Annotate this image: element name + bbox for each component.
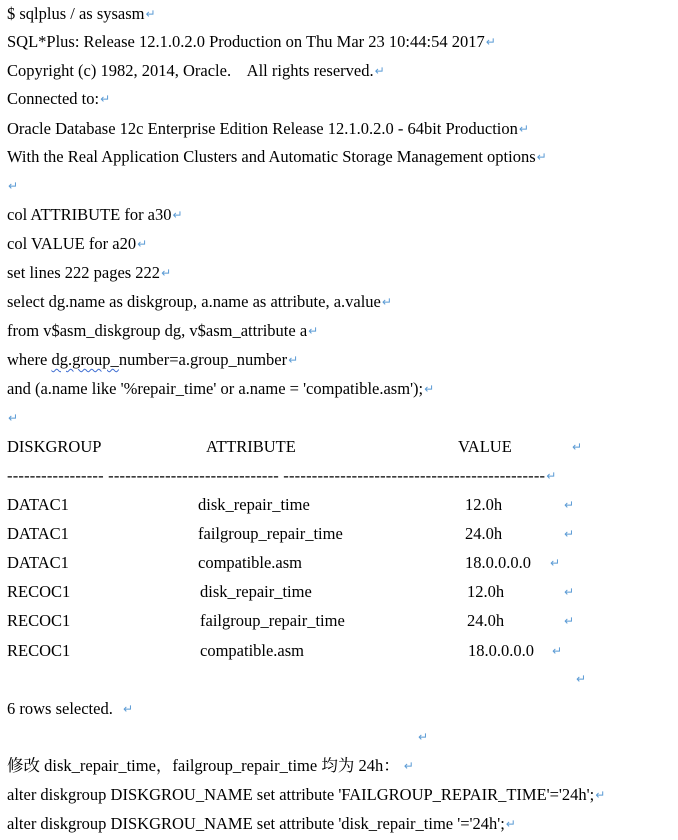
cell-attribute: disk_repair_time: [200, 582, 312, 601]
doc-line: col VALUE for a20↵: [7, 234, 148, 253]
paragraph-mark-icon: ↵: [403, 759, 414, 773]
paragraph-mark-icon: ↵: [546, 469, 557, 483]
doc-line: With the Real Application Clusters and Automatic Storage Management options↵: [7, 147, 547, 166]
empty-line: [7, 404, 18, 432]
paragraph-mark-icon: ↵: [595, 788, 606, 802]
doc-line: $ sqlplus / as sysasm↵: [7, 4, 156, 23]
paragraph-mark-icon: ↵: [576, 672, 587, 686]
header-attribute: ATTRIBUTE: [206, 437, 296, 456]
spellcheck-underline: dg.group_: [51, 350, 119, 369]
header-diskgroup: DISKGROUP: [7, 437, 102, 456]
cell-attribute: disk_repair_time: [198, 495, 310, 514]
paragraph-mark-icon: ↵: [8, 411, 19, 425]
cell-attribute: compatible.asm: [200, 641, 305, 660]
doc-line: col ATTRIBUTE for a30↵: [7, 205, 183, 224]
alter-line-1: alter diskgroup DISKGROU_NAME set attribute 'FAILGROUP_REPAIR_TIME'='24h';↵: [7, 785, 606, 804]
paragraph-mark-icon: ↵: [518, 122, 529, 136]
cell-value: 24.0h: [467, 611, 505, 630]
note-line: 修改 disk_repair_time，failgroup_repair_time 均为 24h： ↵: [7, 756, 414, 775]
cell-diskgroup: DATAC1: [7, 495, 69, 514]
paragraph-mark-icon: ↵: [572, 440, 583, 454]
paragraph-mark-icon: ↵: [424, 382, 435, 396]
header-separator: ----------------- ------------------------------ ----------------------------------------------↵: [7, 466, 557, 485]
paragraph-mark-icon: ↵: [564, 498, 575, 512]
paragraph-mark-icon: ↵: [536, 150, 547, 164]
paragraph-mark-icon: ↵: [381, 295, 392, 309]
cell-value: 24.0h: [465, 524, 503, 543]
doc-line: set lines 222 pages 222↵: [7, 263, 172, 282]
cell-diskgroup: RECOC1: [7, 582, 71, 601]
doc-line: from v$asm_diskgroup dg, v$asm_attribute a↵: [7, 321, 319, 340]
paragraph-mark-icon: ↵: [137, 237, 148, 251]
paragraph-mark-icon: ↵: [145, 7, 156, 21]
cell-value: 18.0.0.0.0: [465, 553, 531, 572]
paragraph-mark-icon: ↵: [505, 817, 516, 831]
cell-attribute: failgroup_repair_time: [198, 524, 343, 543]
paragraph-mark-icon: ↵: [374, 64, 385, 78]
paragraph-mark-icon: ↵: [122, 702, 134, 716]
paragraph-mark-icon: ↵: [564, 585, 575, 599]
paragraph-mark-icon: ↵: [564, 614, 575, 628]
paragraph-mark-icon: ↵: [172, 208, 183, 222]
and-line: and (a.name like '%repair_time' or a.name = 'compatible.asm');↵: [7, 379, 435, 398]
paragraph-mark-icon: ↵: [485, 35, 496, 49]
doc-line: Oracle Database 12c Enterprise Edition Release 12.1.0.2.0 - 64bit Production↵: [7, 119, 529, 138]
alter-line-2: alter diskgroup DISKGROU_NAME set attribute 'disk_repair_time '='24h';↵: [7, 814, 516, 833]
paragraph-mark-icon: ↵: [100, 92, 111, 106]
cell-diskgroup: RECOC1: [7, 611, 71, 630]
paragraph-mark-icon: ↵: [418, 730, 429, 744]
doc-line: select dg.name as diskgroup, a.name as attribute, a.value↵: [7, 292, 392, 311]
cell-value: 12.0h: [465, 495, 503, 514]
paragraph-mark-icon: ↵: [564, 527, 575, 541]
cell-diskgroup: RECOC1: [7, 641, 71, 660]
doc-line: Connected to:↵: [7, 89, 111, 108]
cell-attribute: failgroup_repair_time: [200, 611, 345, 630]
cell-value: 12.0h: [467, 582, 505, 601]
paragraph-mark-icon: ↵: [308, 324, 319, 338]
paragraph-mark-icon: ↵: [161, 266, 172, 280]
cell-diskgroup: DATAC1: [7, 553, 69, 572]
cell-value: 18.0.0.0.0: [468, 641, 534, 660]
cell-attribute: compatible.asm: [198, 553, 303, 572]
doc-line: SQL*Plus: Release 12.1.0.2.0 Production on Thu Mar 23 10:44:54 2017↵: [7, 32, 496, 51]
rows-selected-line: 6 rows selected. ↵: [7, 699, 134, 718]
paragraph-mark-icon: ↵: [288, 353, 299, 367]
doc-line: Copyright (c) 1982, 2014, Oracle. All rights reserved.↵: [7, 61, 385, 80]
cell-diskgroup: DATAC1: [7, 524, 69, 543]
doc-line: [7, 172, 18, 200]
paragraph-mark-icon: ↵: [8, 179, 19, 193]
paragraph-mark-icon: ↵: [552, 644, 563, 658]
where-line: where dg.group_number=a.group_number↵: [7, 350, 299, 369]
header-value: VALUE: [458, 437, 512, 456]
paragraph-mark-icon: ↵: [550, 556, 561, 570]
